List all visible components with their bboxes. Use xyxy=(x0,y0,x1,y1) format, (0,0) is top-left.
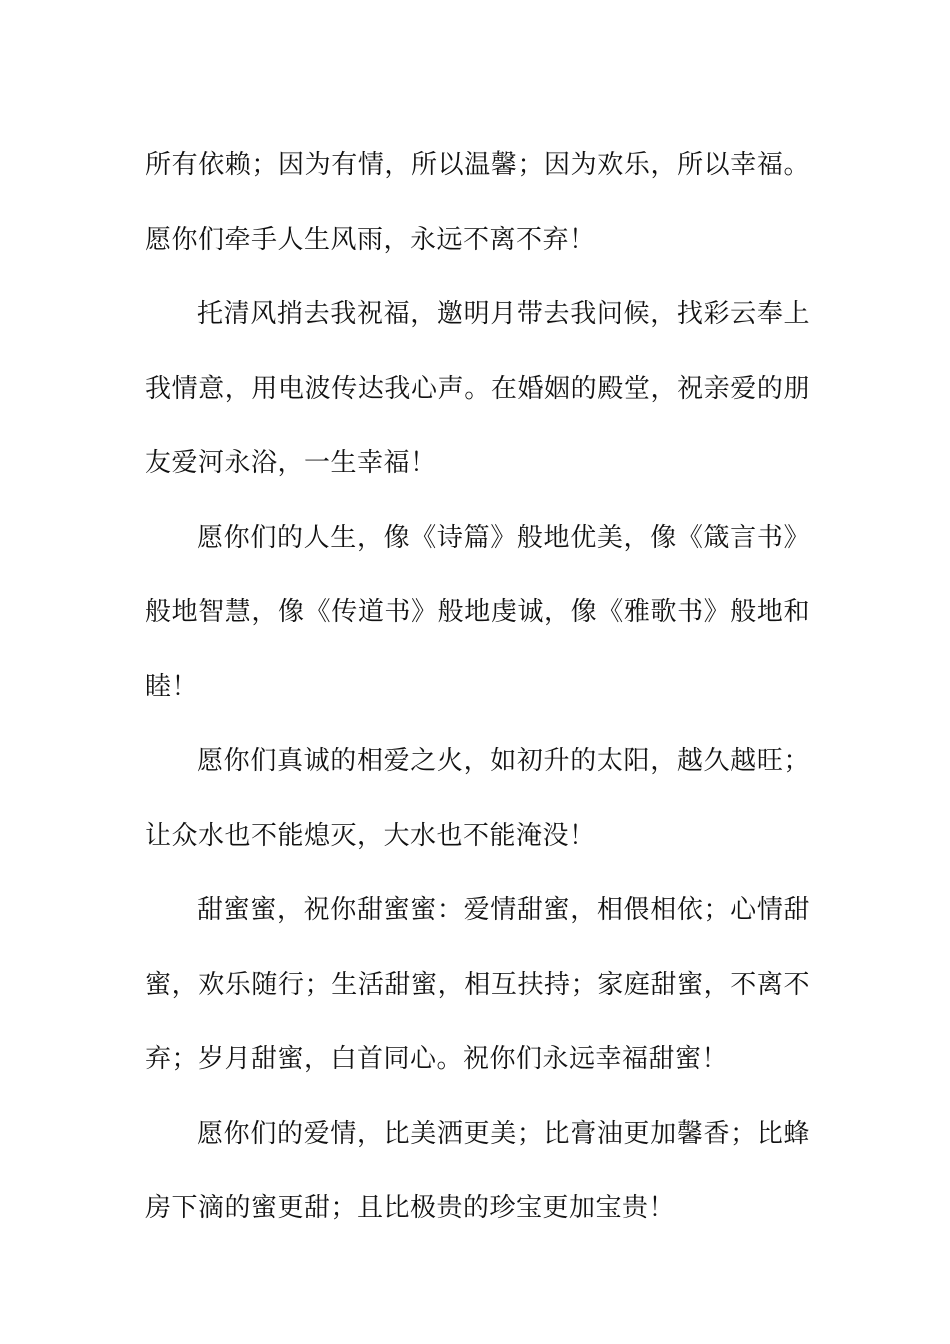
paragraph-6: 愿你们的爱情，比美洒更美；比膏油更加馨香；比蜂房下滴的蜜更甜；且比极贵的珍宝更加宝贵！ xyxy=(145,1118,810,1223)
paragraph-4: 愿你们真诚的相爱之火，如初升的太阳，越久越旺；让众水也不能熄灭，大水也不能淹没！ xyxy=(145,746,810,851)
paragraph-2: 托清风捎去我祝福，邀明月带去我问候，找彩云奉上我情意，用电波传达我心声。在婚姻的殿堂，祝亲爱的朋友爱河永浴，一生幸福！ xyxy=(145,299,810,478)
paragraph-3: 愿你们的人生，像《诗篇》般地优美，像《箴言书》般地智慧，像《传道书》般地虔诚，像《雅歌书》般地和睦！ xyxy=(145,522,810,702)
paragraph-5: 甜蜜蜜，祝你甜蜜蜜：爱情甜蜜，相偎相依；心情甜蜜，欢乐随行；生活甜蜜，相互扶持；家庭甜蜜，不离不弃；岁月甜蜜，白首同心。祝你们永远幸福甜蜜！ xyxy=(145,895,810,1074)
paragraph-1: 所有依赖；因为有情，所以温馨；因为欢乐，所以幸福。愿你们牵手人生风雨，永远不离不弃！ xyxy=(145,150,810,255)
document-body xyxy=(145,128,810,1246)
